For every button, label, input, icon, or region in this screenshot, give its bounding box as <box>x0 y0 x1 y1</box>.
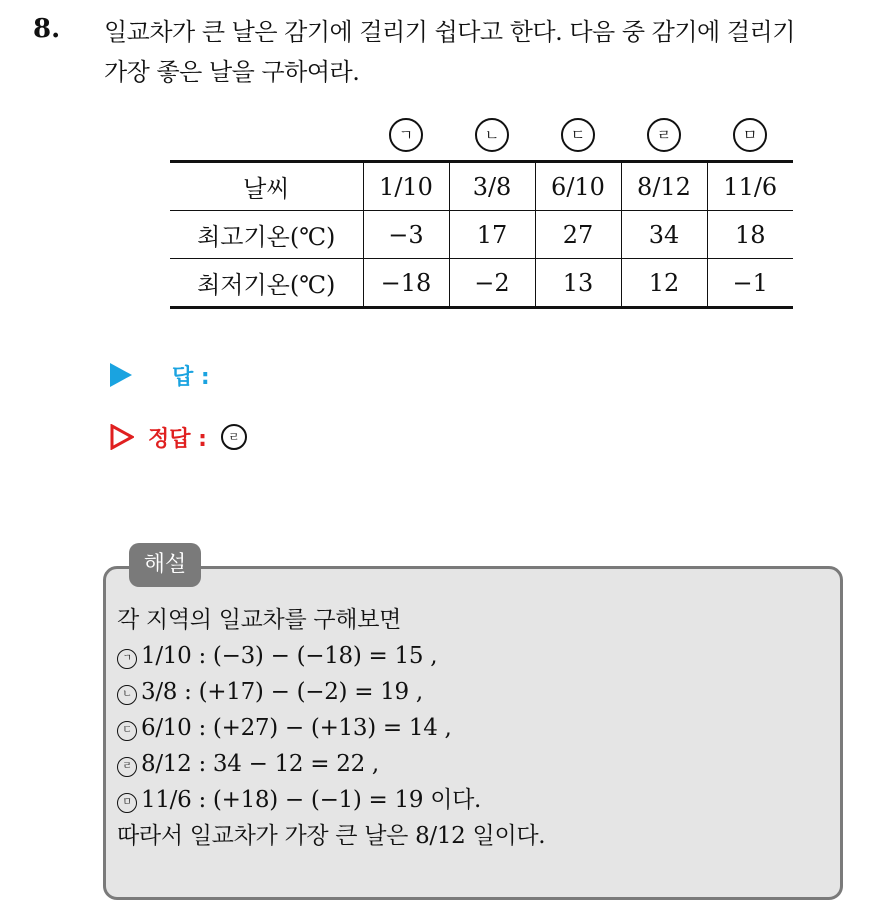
explanation-item <box>117 746 545 782</box>
table-header-row <box>170 162 793 211</box>
circled-marker: ㄷ <box>117 721 137 741</box>
weather-table <box>170 160 793 309</box>
circled-marker: ㄹ <box>221 424 247 450</box>
explanation-item <box>117 638 545 674</box>
circled-marker-5: ㅁ <box>733 118 767 152</box>
question-text <box>104 12 874 92</box>
table-row <box>170 211 793 259</box>
table-cell: 8/12 <box>621 162 707 211</box>
explanation-item-text: 3/8 : (+17) − (−2) = 19 , <box>141 679 423 705</box>
explanation-conclusion: 따라서 일교차가 가장 큰 날은 8/12 일이다. <box>117 823 546 849</box>
table-column-markers <box>364 118 792 156</box>
circled-marker: ㄹ <box>117 757 137 777</box>
question-line-1: 일교차가 큰 날은 감기에 걸리기 쉽다고 한다. 다음 중 감기에 걸리기 <box>104 18 795 46</box>
table-cell: 12 <box>621 259 707 308</box>
table-cell: 6/10 <box>535 162 621 211</box>
outline-triangle-icon <box>110 424 134 450</box>
table-row-label: 날씨 <box>170 162 363 211</box>
circled-marker-1: ㄱ <box>389 118 423 152</box>
explanation-item <box>117 782 545 818</box>
table-cell: 1/10 <box>363 162 449 211</box>
circled-marker: ㄴ <box>117 685 137 705</box>
correct-answer-row <box>110 420 247 454</box>
explanation-item-text: 11/6 : (+18) − (−1) = 19 이다. <box>141 787 482 813</box>
correct-answer-value <box>221 424 247 450</box>
play-triangle-icon <box>110 363 132 387</box>
explanation-item <box>117 674 545 710</box>
explanation-item-text: 6/10 : (+27) − (+13) = 14 , <box>141 715 452 741</box>
circled-marker-2: ㄴ <box>475 118 509 152</box>
table-cell: −2 <box>449 259 535 308</box>
answer-row <box>110 358 210 392</box>
table-cell: −3 <box>363 211 449 259</box>
question-line-2: 가장 좋은 날을 구하여라. <box>104 58 360 86</box>
explanation-tab: 해설 <box>129 543 201 587</box>
explanation-item-text: 1/10 : (−3) − (−18) = 15 , <box>141 643 438 669</box>
table-cell: 11/6 <box>707 162 793 211</box>
table-cell: 3/8 <box>449 162 535 211</box>
correct-answer-label: 정답 : <box>148 426 207 452</box>
circled-marker: ㅁ <box>117 793 137 813</box>
answer-label: 답 : <box>172 364 210 390</box>
circled-marker-3: ㄷ <box>561 118 595 152</box>
table-cell: 18 <box>707 211 793 259</box>
table-cell: 13 <box>535 259 621 308</box>
table-cell: 27 <box>535 211 621 259</box>
explanation-text <box>117 602 545 854</box>
table-cell: −1 <box>707 259 793 308</box>
table-cell: 34 <box>621 211 707 259</box>
circled-marker: ㄱ <box>117 649 137 669</box>
explanation-item <box>117 710 545 746</box>
table-cell: −18 <box>363 259 449 308</box>
question-number: 8. <box>33 14 61 44</box>
table-row-label: 최저기온(℃) <box>170 259 363 308</box>
explanation-item-text: 8/12 : 34 − 12 = 22 , <box>141 751 379 777</box>
circled-marker-4: ㄹ <box>647 118 681 152</box>
table-cell: 17 <box>449 211 535 259</box>
table-row-label: 최고기온(℃) <box>170 211 363 259</box>
table-row <box>170 259 793 308</box>
explanation-intro: 각 지역의 일교차를 구해보면 <box>117 607 402 633</box>
